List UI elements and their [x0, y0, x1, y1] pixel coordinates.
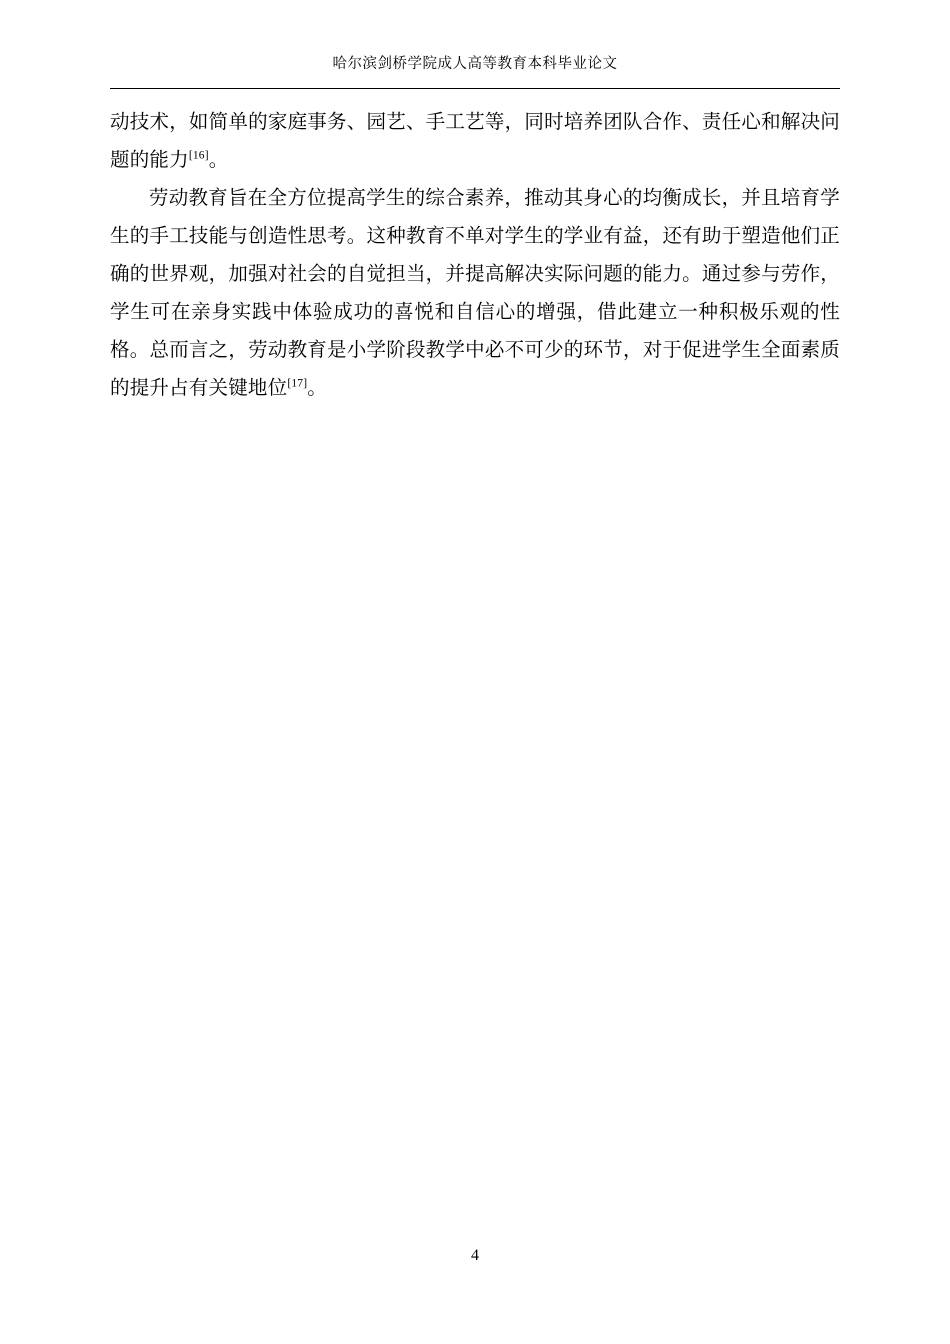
paragraph-labor-education-tail: 。 [307, 378, 327, 399]
reference-marker-17: [17] [287, 377, 308, 390]
paragraph-labor-education-text: 劳动教育旨在全方位提高学生的综合素养，推动其身心的均衡成长，并且培育学生的手工技能与创造性思考。这种教育不单对学生的学业有益，还有助于塑造他们正确的世界观，加强对社会的自觉担当，并提高解决实际问题的能力。通过参与劳作，学生可在亲身实践中体验成功的喜悦和自信心的增强，借此建立一种积极乐观的性格。总而言之，劳动教育是小学阶段教学中必不可少的环节，对于促进学生全面素质的提升占有关键地位 [110, 188, 840, 399]
header-title: 哈尔滨剑桥学院成人高等教育本科毕业论文 [332, 56, 618, 72]
page-footer [110, 1247, 840, 1265]
document-body [110, 104, 840, 408]
paragraph-continued [110, 104, 840, 180]
page-header [110, 52, 840, 73]
paragraph-continued-tail: 。 [208, 150, 229, 171]
paragraph-continued-text: 动技术，如简单的家庭事务、园艺、手工艺等，同时培养团队合作、责任心和解决问题的能力 [110, 112, 840, 171]
paragraph-labor-education [110, 180, 840, 408]
header-divider [110, 88, 840, 89]
reference-marker-16: [16] [188, 149, 209, 162]
page-number: 4 [471, 1247, 479, 1264]
